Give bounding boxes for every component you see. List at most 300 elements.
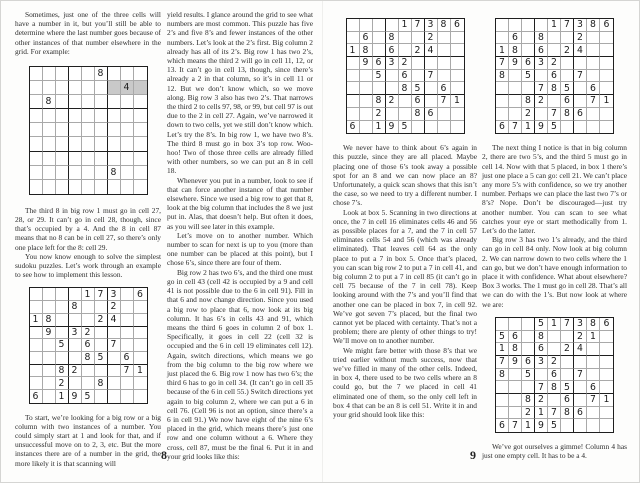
sudoku-cell <box>43 377 56 390</box>
sudoku-cell <box>30 123 43 137</box>
sudoku-cell: 6 <box>574 108 587 121</box>
sudoku-cell: 1 <box>535 407 548 420</box>
sudoku-cell <box>600 343 613 356</box>
sudoku-cell <box>95 301 108 314</box>
sudoku-cell <box>347 57 360 70</box>
sudoku-cell <box>425 121 438 134</box>
sudoku-cell <box>134 166 147 180</box>
sudoku-cell <box>347 32 360 45</box>
sudoku-cell: 1 <box>548 19 561 32</box>
sudoku-cell <box>134 327 147 340</box>
eights-again-paragraph: We might fare better with those 8’s that we tried earlier without much success, now that we’ve filled in many of the other cells. Indeed, in box 4, there used to be two cells where an 8 could go, but the 7 we placed in cell 41 eliminated one of them, so the only cell left in box 4 that can be an 8 is cell 51. Write it in and your grid should look like this: <box>333 345 477 420</box>
sudoku-cell: 1 <box>56 390 69 403</box>
sudoku-cell <box>108 109 121 123</box>
sudoku-cell <box>425 82 438 95</box>
sudoku-cell: 8 <box>509 44 522 57</box>
sudoku-cell: 8 <box>548 381 561 394</box>
sudoku-cell: 2 <box>548 356 561 369</box>
sudoku-cell <box>438 121 451 134</box>
sudoku-cell: 8 <box>535 331 548 344</box>
sudoku-cell: 8 <box>548 82 561 95</box>
sudoku-cell <box>386 19 399 32</box>
sudoku-cell <box>56 166 69 180</box>
sudoku-cell: 6 <box>587 82 600 95</box>
sudoku-cell: 8 <box>373 95 386 108</box>
sudoku-cell <box>82 123 95 137</box>
page9-column-1 <box>333 10 477 419</box>
sudoku-cell <box>134 339 147 352</box>
sudoku-cell <box>522 19 535 32</box>
sudoku-cell <box>121 327 134 340</box>
sudoku-cell <box>121 152 134 166</box>
sudoku-cell: 6 <box>496 419 509 432</box>
sudoku-cell <box>451 32 464 45</box>
sudoku-cell <box>561 419 574 432</box>
sudoku-cell: 6 <box>425 108 438 121</box>
sudoku-cell: 8 <box>438 19 451 32</box>
sudoku-cell <box>360 121 373 134</box>
sudoku-cell: 3 <box>108 288 121 301</box>
sudoku-cell <box>451 44 464 57</box>
sudoku-cell: 8 <box>360 44 373 57</box>
sudoku-cell <box>121 339 134 352</box>
sudoku-cell <box>56 123 69 137</box>
sudoku-cell <box>412 32 425 45</box>
sudoku-cell <box>134 377 147 390</box>
sudoku-cell <box>399 108 412 121</box>
sudoku-cell: 1 <box>451 95 464 108</box>
page8-column-1 <box>15 10 161 468</box>
sudoku-cell <box>496 318 509 331</box>
sudoku-cell: 3 <box>386 57 399 70</box>
sudoku-cell <box>108 377 121 390</box>
sudoku-cell: 6 <box>509 32 522 45</box>
sudoku-cell <box>522 381 535 394</box>
sudoku-cell <box>451 121 464 134</box>
sudoku-cell <box>30 95 43 109</box>
sudoku-cell <box>121 301 134 314</box>
sudoku-cell: 5 <box>56 339 69 352</box>
sudoku-cell <box>108 365 121 378</box>
sudoku-cell <box>587 108 600 121</box>
sudoku-cell: 1 <box>600 394 613 407</box>
sudoku-cell: 8 <box>95 67 108 81</box>
page-number-9: 9 <box>470 448 476 462</box>
sudoku-cell <box>600 82 613 95</box>
sudoku-cell <box>134 109 147 123</box>
sudoku-cell <box>548 95 561 108</box>
sudoku-cell: 6 <box>30 390 43 403</box>
sudoku-cell: 1 <box>496 44 509 57</box>
sudoku-cell <box>69 109 82 123</box>
sudoku-cell <box>347 95 360 108</box>
sudoku-cell <box>535 19 548 32</box>
sudoku-cell: 1 <box>496 343 509 356</box>
sudoku-cell: 9 <box>535 419 548 432</box>
sudoku-cell: 4 <box>425 44 438 57</box>
sudoku-cell <box>56 314 69 327</box>
sudoku-cell <box>574 394 587 407</box>
sudoku-cell: 2 <box>373 108 386 121</box>
sudoku-cell <box>600 369 613 382</box>
sudoku-cell: 8 <box>82 352 95 365</box>
sudoku-cell <box>522 331 535 344</box>
sudoku-cell <box>121 109 134 123</box>
sudoku-cell <box>600 356 613 369</box>
sevens-paragraph: Look at box 5. Scanning in two directions at once, the 7 in cell 16 eliminates cells 46 and 56 as possible places for a 7, and the 7 in cell 57 eliminates cells 54 and 56 (which was already eliminated). That leaves cell 64 as the only place to put a 7 in box 5. Once that’s placed, you can scan big row 2 to put a 7 in cell 41, and big column 2 to put a 7 in cell 85 (it can’t go in cell 75 because of the 7 in cell 78). Keep looking around with the 7’s and you’ll find that another one can be placed in box 7, in cell 92. We’ve got seven 7’s placed, but the final two cannot yet be placed with certainty. That’s not a problem; there are plenty of other things to try! We’ll move on to another number. <box>333 207 477 346</box>
sudoku-cell <box>451 108 464 121</box>
sudoku-cell <box>548 32 561 45</box>
sudoku-cell: 1 <box>522 419 535 432</box>
sudoku-cell <box>30 365 43 378</box>
sudoku-cell <box>108 123 121 137</box>
ones-paragraph: Big row 3 has two 1’s already, and the third can go in cell 84 only. Now look at big column 2. We can narrow down to two cells where the 1 can go, but we don’t have enough information to place it with confidence. What about elsewhere? Box 3 works. The 1 must go in cell 28. That’s all we can do with the 1’s. But now look at where we are: <box>482 235 627 309</box>
sudoku-cell <box>509 95 522 108</box>
sudoku-cell: 7 <box>496 356 509 369</box>
page-number-8: 8 <box>161 448 167 462</box>
sudoku-cell <box>82 67 95 81</box>
sudoku-cell: 2 <box>522 407 535 420</box>
sudoku-cell: 6 <box>496 121 509 134</box>
sudoku-cell: 9 <box>386 121 399 134</box>
sudoku-cell <box>134 352 147 365</box>
sudoku-cell <box>69 314 82 327</box>
sudoku-cell <box>121 95 134 109</box>
sudoku-cell <box>30 152 43 166</box>
sudoku-cell: 1 <box>600 95 613 108</box>
sudoku-cell <box>108 327 121 340</box>
sudoku-cell <box>347 70 360 83</box>
sudoku-cell: 1 <box>82 288 95 301</box>
sudoku-cell: 6 <box>522 57 535 70</box>
sudoku-cell <box>347 82 360 95</box>
sudoku-cell <box>496 95 509 108</box>
sudoku-cell: 6 <box>360 32 373 45</box>
sudoku-cell <box>451 70 464 83</box>
sudoku-cell: 1 <box>373 121 386 134</box>
sudoku-cell <box>587 32 600 45</box>
sudoku-cell <box>134 314 147 327</box>
sudoku-cell <box>108 152 121 166</box>
sudoku-cell <box>108 390 121 403</box>
sudoku-cell <box>43 137 56 151</box>
sudoku-cell <box>574 57 587 70</box>
sudoku-cell <box>95 166 108 180</box>
sudoku-cell <box>438 108 451 121</box>
sudoku-cell: 6 <box>82 339 95 352</box>
sudoku-cell <box>56 137 69 151</box>
sudoku-cell <box>43 339 56 352</box>
sudoku-cell <box>548 394 561 407</box>
sudoku-cell: 8 <box>412 108 425 121</box>
sudoku-cell <box>56 180 69 194</box>
sudoku-cell <box>600 381 613 394</box>
sudoku-cell <box>451 82 464 95</box>
sudoku-cell <box>121 377 134 390</box>
sudoku-cell: 7 <box>425 70 438 83</box>
sudoku-cell: 6 <box>561 394 574 407</box>
sudoku-cell <box>509 70 522 83</box>
sudoku-cell <box>548 343 561 356</box>
sudoku-cell: 8 <box>69 301 82 314</box>
sudoku-cell: 2 <box>561 44 574 57</box>
sudoku-cell <box>412 121 425 134</box>
sudoku-cell <box>82 109 95 123</box>
sudoku-cell <box>69 377 82 390</box>
sudoku-cell <box>587 369 600 382</box>
sudoku-cell <box>535 70 548 83</box>
sudoku-cell <box>587 407 600 420</box>
sudoku-cell <box>30 377 43 390</box>
sudoku-cell: 8 <box>522 394 535 407</box>
sudoku-cell <box>360 95 373 108</box>
sudoku-cell <box>438 57 451 70</box>
sudoku-cell <box>69 339 82 352</box>
sudoku-cell: 7 <box>574 70 587 83</box>
sudoku-cell: 7 <box>509 121 522 134</box>
sudoku-cell <box>574 82 587 95</box>
sudoku-cell <box>43 123 56 137</box>
sudoku-cell <box>587 419 600 432</box>
sudoku-cell <box>600 331 613 344</box>
sudoku-cell: 2 <box>386 95 399 108</box>
sixes-done-paragraph: We never have to think about 6’s again in this puzzle, since they are all placed. Maybe placing one of those 6’s took away a possible spot for an 8 and we can now place an 8? Unfortunately, a quick scan shows that this isn’t the case, so we need to try a different number. I chose 7’s. <box>333 143 477 208</box>
sudoku-cell <box>373 82 386 95</box>
sixes-paragraph: Big row 2 has two 6’s, and the third one must go in cell 43 (cell 42 is occupied by a 9 and cell 41 is not possible due to the 6 in cell 91). Fill in that 6 and now change direction. Since you used a big row to place that 6, now look at its big column. It has 6’s in cells 43 and 91, which means the third 6 goes in column 2 of box 1. Specifically, it goes in cell 22 (cell 32 is occupied and the 6 in cell 19 eliminates cell 12). Again, switch directions, which means we go from the big column to the big row where we just placed the 6. Big row 1 now has two 6’s; the third 6 has to go in cell 34. (It can’t go in cell 35 because of the 6 in cell 55.) Switch directions yet again to big column 2, where we can put a 6 in cell 76. (Cell 96 is not an option, since there’s a 6 in cell 91.) We now have eight of the nine 6’s placed in the grid, which means there’s just one row and one column without a 6. Where they cross, cell 87, must be the final 6. Put it in and your grid looks like this: <box>167 267 313 461</box>
sudoku-cell <box>438 32 451 45</box>
sudoku-cell <box>82 301 95 314</box>
sudoku-cell <box>373 19 386 32</box>
sudoku-cell <box>82 95 95 109</box>
sudoku-cell: 8 <box>496 369 509 382</box>
page-spine-divider <box>322 1 323 483</box>
sudoku-cell: 9 <box>69 390 82 403</box>
sudoku-cell <box>425 57 438 70</box>
sudoku-cell <box>82 365 95 378</box>
sudoku-cell <box>509 108 522 121</box>
sudoku-cell: 9 <box>509 57 522 70</box>
sudoku-cell <box>30 352 43 365</box>
sudoku-cell <box>43 365 56 378</box>
sudoku-cell: 8 <box>496 70 509 83</box>
sudoku-cell: 3 <box>535 57 548 70</box>
page8-column-2 <box>167 10 313 461</box>
sudoku-cell: 6 <box>535 44 548 57</box>
sudoku-cell <box>56 67 69 81</box>
sudoku-cell <box>412 57 425 70</box>
sudoku-cell <box>43 301 56 314</box>
sudoku-cell <box>69 152 82 166</box>
sudoku-cell: 2 <box>425 32 438 45</box>
sudoku-cell <box>347 108 360 121</box>
sudoku-cell: 7 <box>535 381 548 394</box>
sudoku-cell <box>95 95 108 109</box>
sudoku-cell <box>56 301 69 314</box>
sudoku-grid-scanning-example <box>29 66 148 195</box>
sudoku-cell <box>56 81 69 95</box>
sudoku-cell: 7 <box>535 82 548 95</box>
sudoku-cell <box>548 44 561 57</box>
sudoku-cell: 2 <box>108 301 121 314</box>
sudoku-cell <box>69 180 82 194</box>
sudoku-cell: 8 <box>522 95 535 108</box>
sudoku-cell: 2 <box>56 377 69 390</box>
sudoku-cell <box>399 95 412 108</box>
sudoku-cell: 5 <box>95 352 108 365</box>
sudoku-cell <box>82 81 95 95</box>
sudoku-cell: 6 <box>548 369 561 382</box>
sudoku-cell <box>82 152 95 166</box>
sudoku-cell <box>69 166 82 180</box>
sudoku-cell: 6 <box>451 19 464 32</box>
sudoku-cell <box>600 419 613 432</box>
sudoku-cell: 5 <box>561 381 574 394</box>
sudoku-cell <box>43 152 56 166</box>
sudoku-cell <box>108 180 121 194</box>
sudoku-cell <box>561 32 574 45</box>
sudoku-cell <box>451 57 464 70</box>
sudoku-cell <box>30 137 43 151</box>
sudoku-cell: 3 <box>425 19 438 32</box>
sudoku-cell: 4 <box>108 314 121 327</box>
sudoku-cell: 8 <box>95 377 108 390</box>
intro-paragraph: Sometimes, just one of the three cells will have a number in it, but you’ll still be able to determine where the last number goes because of other instances of that number elsewhere in the grid. For example: <box>15 10 161 56</box>
sudoku-cell: 6 <box>522 356 535 369</box>
sudoku-cell <box>561 70 574 83</box>
sudoku-cell <box>95 365 108 378</box>
sudoku-cell: 7 <box>548 407 561 420</box>
sudoku-cell: 8 <box>56 365 69 378</box>
sudoku-grid-example-start <box>29 287 148 403</box>
sudoku-cell: 6 <box>561 95 574 108</box>
sudoku-cell <box>347 19 360 32</box>
sudoku-cell: 7 <box>108 339 121 352</box>
sudoku-cell <box>496 108 509 121</box>
sudoku-cell: 8 <box>509 343 522 356</box>
sudoku-cell <box>134 81 147 95</box>
sudoku-cell <box>574 419 587 432</box>
sudoku-cell <box>561 369 574 382</box>
sudoku-cell: 1 <box>347 44 360 57</box>
sudoku-cell <box>522 318 535 331</box>
sudoku-cell <box>69 67 82 81</box>
grid-explanation-paragraph: The third 8 in big row 1 must go in cell 27, 28, or 29. It can’t go in cell 28, though, since that’s occupied by a 4. And the 8 in cell 87 means that no 8 can be in cell 27, so there’s only one place left for the 8: cell 29. <box>15 205 161 252</box>
sudoku-cell: 2 <box>574 331 587 344</box>
sudoku-cell: 2 <box>69 365 82 378</box>
sudoku-cell <box>69 137 82 151</box>
sudoku-cell <box>108 81 121 95</box>
sudoku-cell: 9 <box>535 121 548 134</box>
sudoku-cell: 8 <box>108 166 121 180</box>
sudoku-cell: 3 <box>574 318 587 331</box>
sudoku-cell: 5 <box>522 369 535 382</box>
sudoku-cell <box>134 301 147 314</box>
sudoku-cell <box>587 70 600 83</box>
sudoku-cell: 1 <box>548 318 561 331</box>
sudoku-cell <box>600 407 613 420</box>
sudoku-cell <box>548 331 561 344</box>
sudoku-cell <box>600 57 613 70</box>
fives-paragraph: The next thing I notice is that in big column 2, there are two 5’s, and the third 5 must go in cell 14. Now with that 5 placed, in box 1 there’s just one place a 5 can go: cell 21. We can’t place any more 5’s with confidence, so we try another number. Perhaps we can place the last two 7’s or 8’s? Nope. Don’t be discouraged—just try another number. You can scan to see what catches your eye or start methodically from 1. Let’s do the latter. <box>482 143 627 236</box>
sudoku-cell <box>438 70 451 83</box>
sudoku-cell <box>386 108 399 121</box>
sudoku-cell: 8 <box>561 108 574 121</box>
sudoku-cell <box>373 32 386 45</box>
sudoku-cell <box>509 82 522 95</box>
page9-column-2 <box>482 10 627 460</box>
gimme-paragraph: We’ve got ourselves a gimme! Column 4 has just one empty cell. It has to be a 4. <box>482 442 627 461</box>
sudoku-cell <box>574 356 587 369</box>
sudoku-grid-after-sixes <box>346 18 465 134</box>
move-on-paragraph: Let’s move on to another number. Which number to scan for next is up to you (more than one number can be placed at this point), but I chose 6’s, since there are four of them. <box>167 230 313 268</box>
sudoku-cell: 4 <box>574 343 587 356</box>
sudoku-cell: 6 <box>509 331 522 344</box>
sudoku-cell: 7 <box>561 318 574 331</box>
sudoku-cell <box>399 44 412 57</box>
sudoku-cell <box>95 137 108 151</box>
transition-paragraph: You now know enough to solve the simplest sudoku puzzles. Let’s work through an example to see how to implement this lesson. <box>15 251 161 280</box>
sudoku-cell: 2 <box>522 108 535 121</box>
sudoku-cell <box>108 352 121 365</box>
sudoku-cell <box>121 67 134 81</box>
sudoku-cell <box>43 288 56 301</box>
sudoku-cell: 6 <box>600 318 613 331</box>
sudoku-cell: 7 <box>438 95 451 108</box>
sudoku-cell: 5 <box>522 70 535 83</box>
sudoku-cell <box>82 314 95 327</box>
sudoku-cell: 2 <box>548 57 561 70</box>
sudoku-cell <box>82 377 95 390</box>
sudoku-cell <box>134 137 147 151</box>
sudoku-cell: 5 <box>496 331 509 344</box>
sudoku-cell <box>134 152 147 166</box>
sudoku-cell <box>30 67 43 81</box>
sudoku-cell <box>386 82 399 95</box>
sudoku-cell: 5 <box>399 121 412 134</box>
sudoku-grid-after-sevens <box>495 18 614 134</box>
sudoku-cell <box>108 137 121 151</box>
sudoku-cell <box>373 44 386 57</box>
sudoku-cell: 5 <box>561 82 574 95</box>
sudoku-cell <box>95 123 108 137</box>
sudoku-cell <box>30 327 43 340</box>
sudoku-cell <box>121 166 134 180</box>
sudoku-cell <box>496 394 509 407</box>
sudoku-cell: 5 <box>535 318 548 331</box>
sudoku-cell: 5 <box>548 419 561 432</box>
sudoku-cell <box>574 95 587 108</box>
sudoku-cell <box>561 331 574 344</box>
sudoku-cell: 6 <box>121 352 134 365</box>
to-start-paragraph: To start, we’re looking for a big row or a big column with two instances of a number. You could simply start at 1 and look for that, and if unsuccessful move on to 2, 3, etc. But the more instances there are of a number in the grid, the more likely it is that scanning will <box>15 412 161 468</box>
sudoku-cell <box>360 108 373 121</box>
sudoku-cell <box>69 81 82 95</box>
sudoku-cell: 6 <box>399 70 412 83</box>
sudoku-cell: 2 <box>574 32 587 45</box>
sudoku-cell: 2 <box>95 314 108 327</box>
sudoku-cell <box>82 166 95 180</box>
sudoku-cell <box>69 95 82 109</box>
sudoku-cell <box>30 180 43 194</box>
sudoku-cell <box>522 32 535 45</box>
sudoku-cell: 7 <box>561 19 574 32</box>
sudoku-cell <box>69 123 82 137</box>
sudoku-cell <box>108 95 121 109</box>
sudoku-grid-after-ones <box>495 317 614 433</box>
sudoku-cell: 6 <box>134 288 147 301</box>
sudoku-cell: 8 <box>43 314 56 327</box>
sudoku-cell <box>509 407 522 420</box>
